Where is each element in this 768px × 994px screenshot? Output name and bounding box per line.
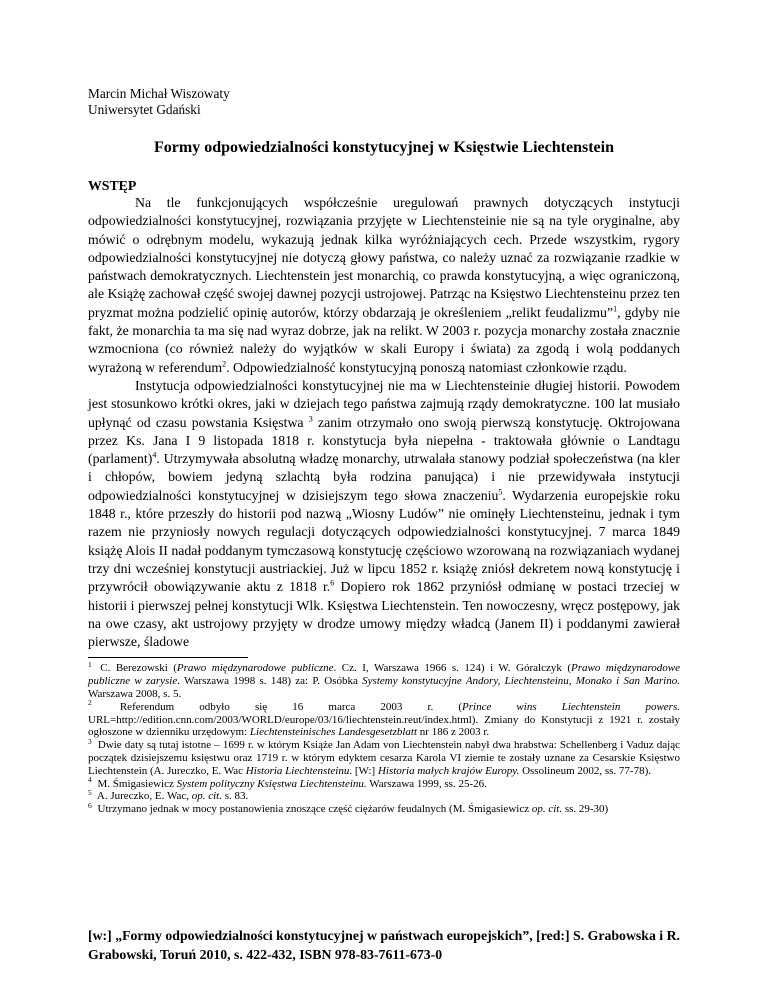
footnote-ref-1[interactable]: 1	[613, 304, 618, 314]
source-citation: [w:] „Formy odpowiedzialności konstytucyjnej w państwach europejskich”, [red:] S. Grabowska i R. Grabowski, Toruń 2010, s. 422-432, ISBN 978-83-7611-673-0	[88, 928, 680, 962]
footnote-ref-5[interactable]: 5	[498, 487, 503, 497]
footnote-ref-2[interactable]: 2	[222, 359, 227, 369]
document-page	[88, 86, 680, 816]
footnote-3: $^3$ Dwie daty są tutaj istotne – 1699 r. w którym Książe Jan Adam von Liechtenstein nabył dwa hrabstwa: Schellenberg i Vaduz dając początek dzisiejszemu księstwu oraz 1719 r. w którym edyktem cesarza Karola VI ziemie te zostały uznane za Cesarskie Księstwo Liechtenstein (A. Jureczko, E. Wac Historia Liechtensteinu. [W:] Historia małych krajów Europy. Ossolineum 2002, ss. 77-78).	[88, 736, 680, 777]
footnote-1: $^1$ C. Berezowski (Prawo międzynarodowe publiczne. Cz. I, Warszawa 1966 s. 124) i W. Góralczyk (Prawo międzynarodowe publiczne w zarysie. Warszawa 1998 s. 148) za: P. Osóbka Systemy konstytucyjne Andory, Liechtensteinu, Monako i San Marino. Warszawa 2008, s. 5.	[88, 659, 680, 701]
paragraph-2: Instytucja odpowiedzialności konstytucyjnej nie ma w Liechtensteinie długiej historii. Powodem jest stosunkowo krótki okres, jaki w dziejach tego państwa zajmują rządy demokratyczne. 100 lat musiało upłynąć od czasu powstania Księstwa $^3$ zanim otrzymało ono swoją pierwszą konstytucję. Oktrojowana przez Ks. Jana I 9 listopada 1818 r. konstytucja była niepełna - traktowała głównie o Landtagu (parlament)$^4$. Utrzymywała absolutną władzę monarchy, utrwalała stanowy podział społeczeństwa (na kler i chłopów, bowiem jedyną szlachtą była rodzina panująca) i nie przewidywała instytucji odpowiedzialności konstytucyjnej w dzisiejszym tego słowa znaczeniu$^5$. Wydarzenia europejskie roku 1848 r., które przeszły do historii pod nazwą „Wiosny Ludów” nie ominęły Liechtensteinu, jednak i tym razem nie przyniosły nowych regulacji dotyczących odpowiedzialności konstytucyjnej. 7 marca 1849 książę Alois II nadał poddanym tymczasową konstytucję częściowo wzorowaną na rozwiązaniach wydanej trzy dni wcześniej konstytucji austriackiej. Już w lipcu 1852 r. książę zniósł dekretem nową konstytucję i przywrócił obowiązywanie aktu z 1818 r.$^6$ Dopiero rok 1862 przyniósł odmianę w postaci trzeciej w historii i pierwszej pełnej konstytucji Wlk. Księstwa Liechtenstein. Ten nowoczesny, wręcz postępowy, jak na owe czasy, akt ustrojowy przyjęty w drodze umowy między władcą (Janem II) i poddanymi zawierał pierwsze, śladowe	[88, 377, 680, 650]
footnote-ref-4[interactable]: 4	[152, 450, 157, 460]
footnote-2: $^2$ Referendum odbyło się 16 marca 2003 r. (Prince wins Liechtenstein powers. URL=http://edition.cnn.com/2003/WORLD/europe/03/16/liechtenstein.reut/index.html). Zmiany do Konstytucji z 1921 r. zostały ogłoszone w dzienniku urzędowym: Liechtensteinisches Landesgesetzblatt nr 186 z 2003 r.	[88, 698, 680, 739]
author-block	[88, 86, 680, 118]
footnote-ref-6[interactable]: 6	[330, 578, 335, 588]
footnote-5: $^5$ A. Jureczko, E. Wac, op. cit. s. 83.	[88, 787, 249, 803]
section-heading: WSTĘP	[88, 178, 137, 193]
footnote-divider	[88, 657, 248, 658]
footnotes	[88, 659, 680, 816]
footnote-6: $^6$ Utrzymano jednak w mocy postanowienia znoszące część ciężarów feudalnych (M. Śmigasiewicz op. cit. ss. 29-30)	[88, 800, 609, 816]
document-title: Formy odpowiedzialności konstytucyjnej w Księstwie Liechtenstein	[154, 139, 614, 156]
author-affiliation: Uniwersytet Gdański	[88, 102, 201, 117]
paragraph-1: Na tle funkcjonujących współcześnie uregulowań prawnych dotyczących instytucji odpowiedzialności konstytucyjnej, rozwiązania przyjęte w Liechtensteinie nie są na tyle oryginalne, aby mówić o odrębnym modelu, wykazują jednak kilka wyróżniających cech. Przede wszystkim, rygory odpowiedzialności konstytucyjnej nie dotyczą głowy państwa, co należy uznać za rozwiązanie rzadkie w państwach demokratycznych. Liechtenstein jest monarchią, co prawda konstytucyjną, a więc ograniczoną, ale Książę zachował część swojej dawnej pozycji ustrojowej. Patrząc na Księstwo Liechtensteinu przez ten pryzmat można podzielić opinię autorów, którzy obdarzają je określeniem „relikt feudalizmu”$^1$, gdyby nie fakt, że monarchia ta ma się nad wyraz dobrze, jak na relikt. W 2003 r. pozycja monarchy została znacznie wzmocniona (co również należy do wyjątków w skali Europy i świata) za zgodą i wolą poddanych wyrażoną w referendum$^2$. Odpowiedzialność konstytucyjną ponoszą natomiast członkowie rządu.	[88, 195, 680, 375]
footnote-4: $^4$ M. Śmigasiewicz System polityczny Księstwa Liechtensteinu. Warszawa 1999, ss. 25-26.	[88, 774, 487, 790]
author-name: Marcin Michał Wiszowaty	[88, 86, 230, 101]
footnote-ref-3[interactable]: 3	[308, 413, 313, 423]
